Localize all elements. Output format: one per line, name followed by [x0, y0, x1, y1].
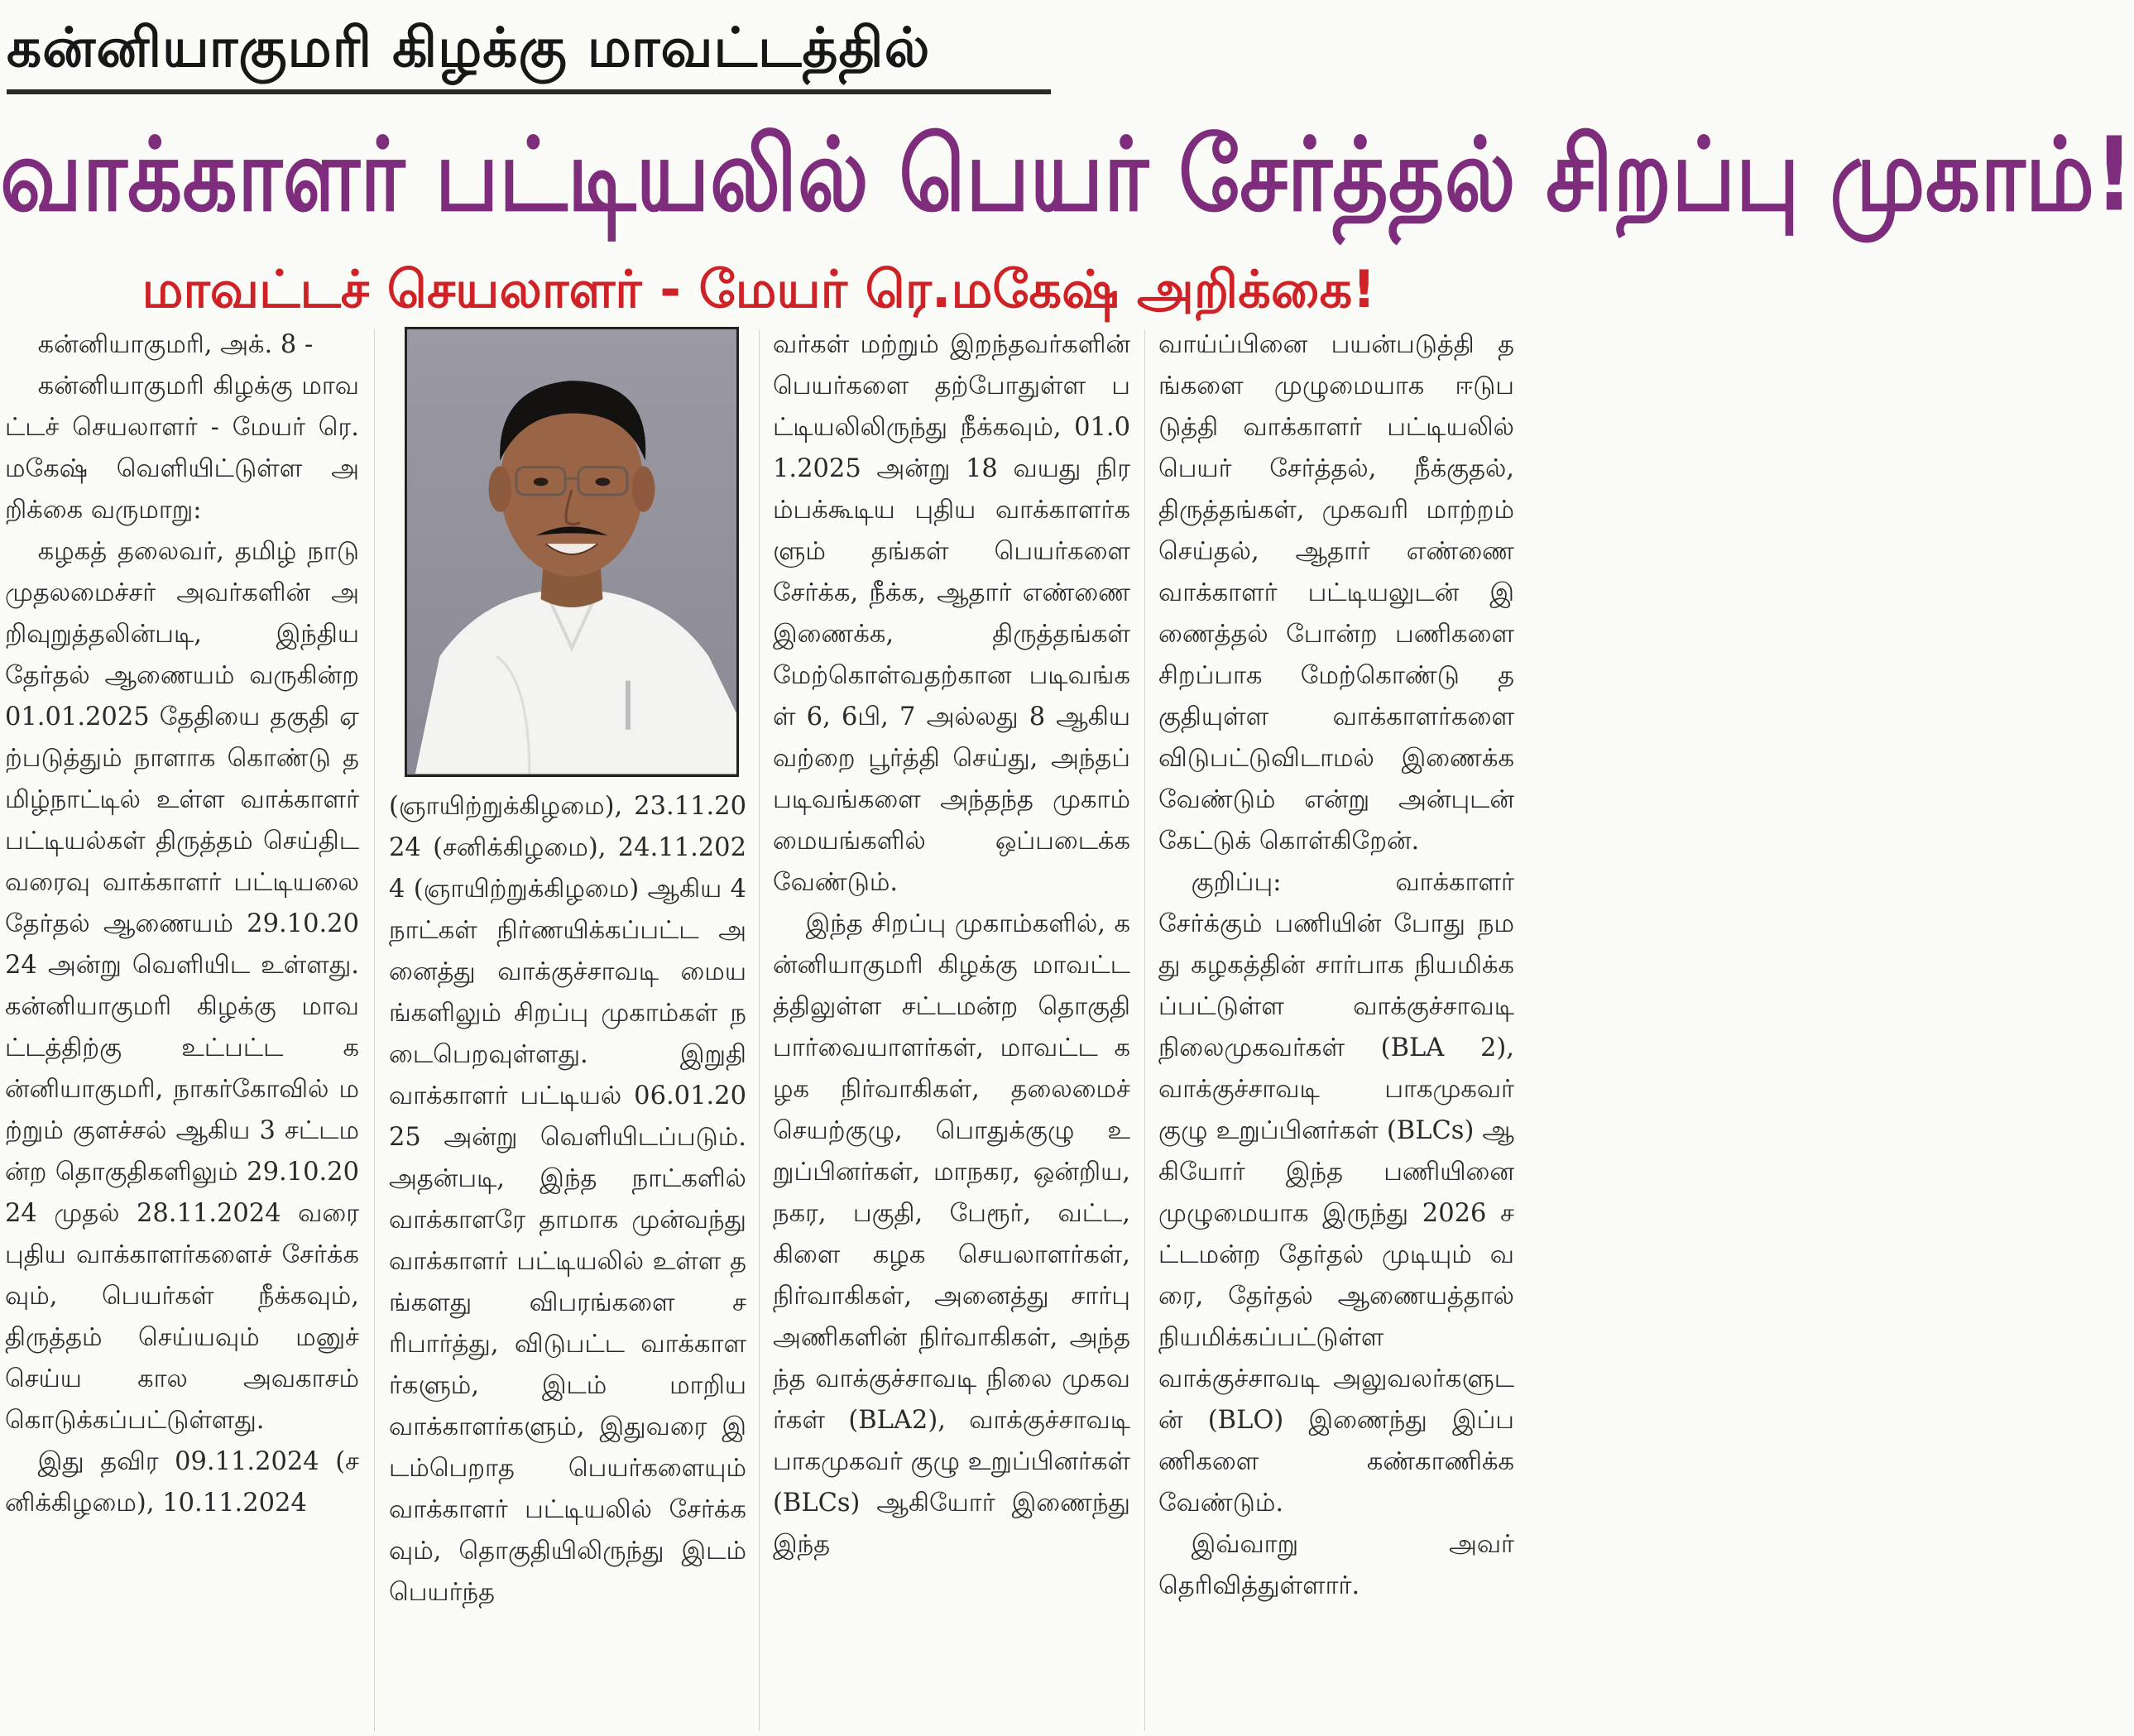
portrait-illustration [407, 329, 736, 774]
paragraph: கன்னியாகுமரி கிழக்கு மாவட்டச் செயலாளர் - மேயர் ரெ.மகேஷ் வெளியிட்டுள்ள அறிக்கை வருமாறு: [5, 372, 359, 525]
subheadline: மாவட்டச் செயலாளர் - மேயர் ரெ.மகேஷ் அறிக்கை! [141, 259, 1376, 319]
dateline: கன்னியாகுமரி, அக். 8 - [37, 330, 314, 359]
paragraph: இது தவிர 09.11.2024 (சனிக்கிழமை), 10.11.2024 [5, 1447, 359, 1518]
paragraph: இந்த சிறப்பு முகாம்களில், கன்னியாகுமரி கிழக்கு மாவட்டத்திலுள்ள சட்டமன்ற தொகுதி பார்வையாளர்கள், மாவட்ட கழக நிர்வாகிகள், தலைமைச் செயற்குழு, பொதுக்குழு உறுப்பினர்கள், மாநகர, ஒன்றிய, நகர, பகுதி, பேரூர், வட்ட, கிளை கழக செயலாளர்கள், நிர்வாகிகள், அனைத்து சார்பு அணிகளின் நிர்வாகிகள், அந்தந்த வாக்குச்சாவடி நிலை முகவர்கள் (BLA2), வாக்குச்சாவடி பாகமுகவர் குழு உறுப்பினர்கள் (BLCs) ஆகியோர் இணைந்து இந்த [773, 909, 1130, 1559]
article-column-3 [773, 324, 1130, 1736]
article-column-2 [389, 786, 746, 1736]
paragraph: வர்கள் மற்றும் இறந்தவர்களின் பெயர்களை தற்போதுள்ள பட்டியலிலிருந்து நீக்கவும், 01.01.2025 அன்று 18 வயது நிரம்பக்கூடிய புதிய வாக்காளர்களும் தங்கள் பெயர்களை சேர்க்க, நீக்க, ஆதார் எண்ணை இணைக்க, திருத்தங்கள் மேற்கொள்வதற்கான படிவங்கள் 6, 6பி, 7 அல்லது 8 ஆகியவற்றை பூர்த்தி செய்து, அந்தப் படிவங்களை அந்தந்த முகாம் மையங்களில் ஒப்படைக்க வேண்டும். [773, 330, 1130, 897]
portrait-photo [405, 327, 739, 777]
headline: வாக்காளர் பட்டியலில் பெயர் சேர்த்தல் சிறப்பு முகாம்! [0, 115, 2134, 234]
article-column-4 [1158, 324, 1514, 1736]
paragraph: இவ்வாறு அவர் தெரிவித்துள்ளார். [1158, 1530, 1514, 1600]
column-rule [1144, 329, 1145, 1731]
paragraph: (ஞாயிற்றுக்கிழமை), 23.11.2024 (சனிக்கிழமை), 24.11.2024 (ஞாயிற்றுக்கிழமை) ஆகிய 4 நாட்கள் நிர்ணயிக்கப்பட்ட அனைத்து வாக்குச்சாவடி மையங்களிலும் சிறப்பு முகாம்கள் நடைபெறவுள்ளது. இறுதி வாக்காளர் பட்டியல் 06.01.2025 அன்று வெளியிடப்படும். அதன்படி, இந்த நாட்களில் வாக்காளரே தாமாக முன்வந்து வாக்காளர் பட்டியலில் உள்ள தங்களது விபரங்களை சரிபார்த்து, விடுபட்ட வாக்காளர்களும், இடம் மாறிய வாக்காளர்களும், இதுவரை இடம்பெறாத பெயர்களையும் வாக்காளர் பட்டியலில் சேர்க்கவும், தொகுதியிலிருந்து இடம் பெயர்ந்த [389, 792, 746, 1607]
column-rule [374, 329, 375, 1731]
kicker-title: கன்னியாகுமரி கிழக்கு மாவட்டத்தில் [7, 7, 1051, 94]
paragraph: கழகத் தலைவர், தமிழ் நாடு முதலமைச்சர் அவர்களின் அறிவுறுத்தலின்படி, இந்திய தேர்தல் ஆணையம் வருகின்ற 01.01.2025 தேதியை தகுதி ஏற்படுத்தும் நாளாக கொண்டு தமிழ்நாட்டில் உள்ள வாக்காளர் பட்டியல்கள் திருத்தம் செய்திட வரைவு வாக்காளர் பட்டியலை தேர்தல் ஆணையம் 29.10.2024 அன்று வெளியிட உள்ளது. கன்னியாகுமரி கிழக்கு மாவட்டத்திற்கு உட்பட்ட கன்னியாகுமரி, நாகர்கோவில் மற்றும் குளச்சல் ஆகிய 3 சட்டமன்ற தொகுதிகளிலும் 29.10.2024 முதல் 28.11.2024 வரை புதிய வாக்காளர்களைச் சேர்க்கவும், பெயர்கள் நீக்கவும், திருத்தம் செய்யவும் மனுச் செய்ய கால அவகாசம் கொடுக்கப்பட்டுள்ளது. [5, 537, 359, 1435]
column-rule [759, 329, 760, 1731]
article-column-1 [5, 324, 359, 1736]
paragraph: குறிப்பு: வாக்காளர் சேர்க்கும் பணியின் போது நமது கழகத்தின் சார்பாக நியமிக்கப்பட்டுள்ள வாக்குச்சாவடி நிலைமுகவர்கள் (BLA 2), வாக்குச்சாவடி பாகமுகவர் குழு உறுப்பினர்கள் (BLCs) ஆகியோர் இந்த பணியினை முழுமையாக இருந்து 2026 சட்டமன்ற தேர்தல் முடியும் வரை, தேர்தல் ஆணையத்தால் நியமிக்கப்பட்டுள்ள வாக்குச்சாவடி அலுவலர்களுடன் (BLO) இணைந்து இப்பணிகளை கண்காணிக்க வேண்டும். [1158, 868, 1514, 1518]
paragraph: வாய்ப்பினை பயன்படுத்தி தங்களை முழுமையாக ஈடுபடுத்தி வாக்காளர் பட்டியலில் பெயர் சேர்த்தல், நீக்குதல், திருத்தங்கள், முகவரி மாற்றம் செய்தல், ஆதார் எண்ணை வாக்காளர் பட்டியலுடன் இணைத்தல் போன்ற பணிகளை சிறப்பாக மேற்கொண்டு தகுதியுள்ள வாக்காளர்களை விடுபட்டுவிடாமல் இணைக்க வேண்டும் என்று அன்புடன் கேட்டுக் கொள்கிறேன். [1158, 330, 1514, 856]
